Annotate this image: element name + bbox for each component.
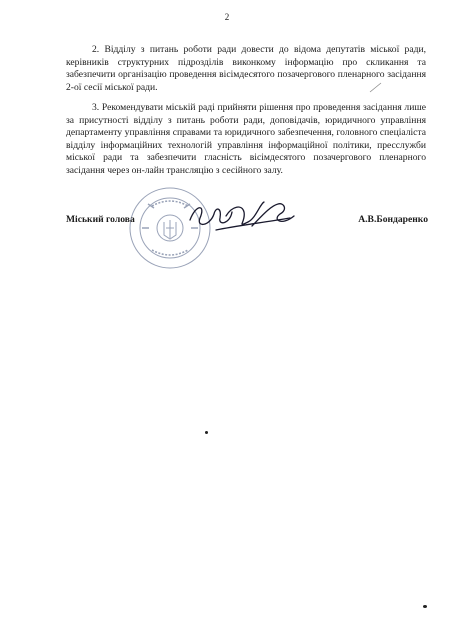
signatory-name: А.В.Бондаренко [358, 214, 428, 225]
check-mark-icon [368, 82, 384, 94]
handwritten-signature [186, 196, 298, 236]
paragraph-2: 2. Відділу з питань роботи ради довести до відома депутатів міської ради, керівників структурних підрозділів виконкому інформацію про скликання та забезпечити організацію проведення вісімдесятого позачергового пленарного засідання 2-ої сесії міської ради. [66, 44, 426, 93]
ink-speck [205, 431, 208, 434]
position-title: Міський голова [66, 214, 135, 225]
page-number: 2 [224, 12, 230, 22]
paragraph-3: 3. Рекомендувати міській раді прийняти рішення про проведення засідання лише за присутності відділу з питань роботи ради, доповідачів, юридичного управління департаменту управління справами та юридичного забезпечення, головного спеціаліста відділу інформаційних технологій управління інформаційної політики, пресслужби міської ради та забезпечити гласність вісімдесятого позачергового пленарного засідання через он-лайн трансляцію з сесійного залу. [66, 102, 426, 176]
ink-speck [423, 605, 427, 608]
